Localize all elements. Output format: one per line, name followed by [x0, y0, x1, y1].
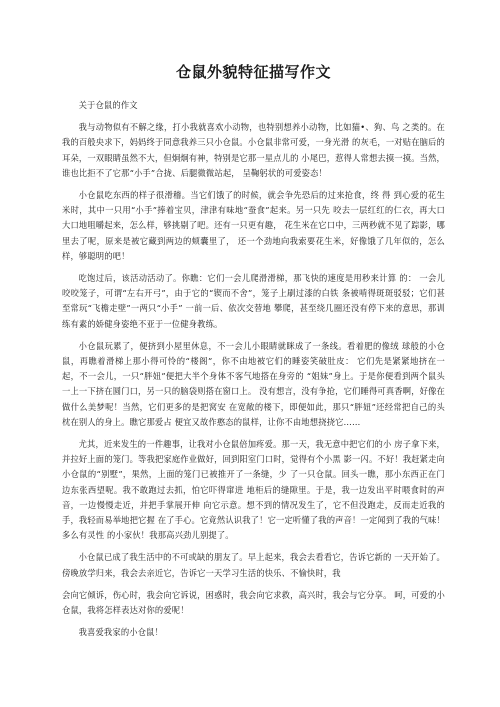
paragraph-subtitle: 关于仓鼠的作文: [78, 100, 138, 110]
paragraph-closing: 我喜爱我家的小仓鼠！: [78, 627, 164, 638]
paragraph-eating: 小仓鼠吃东西的样子很滑稽。当它们饿了的时候，就会争先恐后的过来抢食，终 得 到心爱的花生米时，其中一只用“小手”捧着宝贝，津津有味地“蚕食”起来。另一只先 咬去一层红红的仁衣，再大口大口地咀嚼起来，怎么样，够挑剔了吧。还有一只更有趣， 花生米在它口中，三两秒就不见了踪影，哪里去了呢，原来是被它藏到两边的颊囊里了， 还一个劲地向我索要花生米，好像饿了几年似的，怎么样，够聪明的吧！: [62, 190, 445, 261]
document-title: 仓鼠外貌特征描写作文: [175, 63, 331, 81]
paragraph-sleeping: 小仓鼠玩累了，便挤到小屋里休息，不一会儿小眼睛就眯成了一条线。看着肥的像绒 球般的小仓鼠，再瞧着滑梯上那小得可怜的“楼阁”，你不由地被它们的睡姿笑破肚皮： 它们先是紧紧地挤在一起，不一会儿，一只“胖妞”便把大半个身体不客气地搭在身旁的 “姐妹”身上。于是你便看到两个鼠头一上一下挤在圆门口，另一只的脑袋则搭在窗口上。 没有想言，没有争抢，它们睡得可真香啊，好像在做什么美梦呢！当然，它们更多的是把窝安 在宽敞的楼下，即便如此，那只“胖妞”还经常把自己的头枕在别人的身上。瞧它那爱占 便宜又故作憨态的鼠样，让你不由地想挠挠它……: [62, 340, 445, 427]
paragraph-anecdote: 尤其，近来发生的一件趣事，让我对小仓鼠倍加疼爱。那一天，我无意中把它们的小 房子拿下来，并拉好上面的笼门。等我把家庭作业做好，回到阳室门口时，觉得有个小黑 影一闪。不好！我赶紧走向小仓鼠的“别墅”，果然，上面的笼门已被推开了一条缝，少 了一只仓鼠。回头一瞧，那小东西正在门边东张西望呢。我不敢跑过去抓，怕它吓得窜进 地柜后的缝隙里。于是，我一边发出平时喂食时的声音，一边慢慢走近，并把手掌展开伸 向它示意。想不到的情况发生了，它不但没跑走，反而走近我的手，我轻而易举地把它握 在了手心。它竟然认识我了！它一定听懂了我的声音！一定闻到了我的气味！多么有灵性 的小家伙！我那高兴劲儿别提了。: [62, 439, 445, 541]
paragraph-friend-continued: 会向它倾诉，伤心时，我会向它诉说，困惑时，我会向它求救，高兴时，我会与它分享。 呵，可爱的小仓鼠，我将怎样表达对你的爱呢！: [62, 589, 445, 616]
paragraph-intro: 我与动物似有不解之缘，打小我就喜欢小动物，也特别想养小动物，比如猫•、狗、鸟 之类的。在我的百般央求下，妈妈终于同意我养三只小仓鼠。小仓鼠非常可爱，一身光滑 的灰毛，一对贴在脑后的耳朵，一双眼睛虽然不大，但炯炯有神，特别是它那一星点儿的 小尾巴，惹得人常想去摸一摸。当然，谁也比拒不了它那“小手”合拢、后腿微微站起， 呈鞠躬状的可爱姿态！: [62, 122, 445, 178]
paragraph-friend: 小仓鼠已成了我生活中的不可或缺的朋友了。早上起来，我会去看看它，告诉它新的 一天开始了。傍晚放学归来，我会去亲近它，告诉它一天学习生活的快乐、不愉快时，我: [62, 552, 445, 578]
spacer: [62, 581, 445, 588]
paragraph-activity: 吃饱过后，该活动活动了。你瞧：它们一会儿爬滑滑梯，那飞快的速度是用秒来计算 的： 一会儿咬咬笼子，可谓“左右开弓”，由于它的“锲而不舍”，笼子上刷过漆的白铁 条被啃得斑斑驳驳；它们甚至常玩“飞檐走壁”一两只“小手” 一前一后、依次交替地 攀爬，甚至绕几圈还没有停下来的意思，那训练有素的娇健身姿绝不亚于一位健身教练。: [62, 273, 445, 329]
